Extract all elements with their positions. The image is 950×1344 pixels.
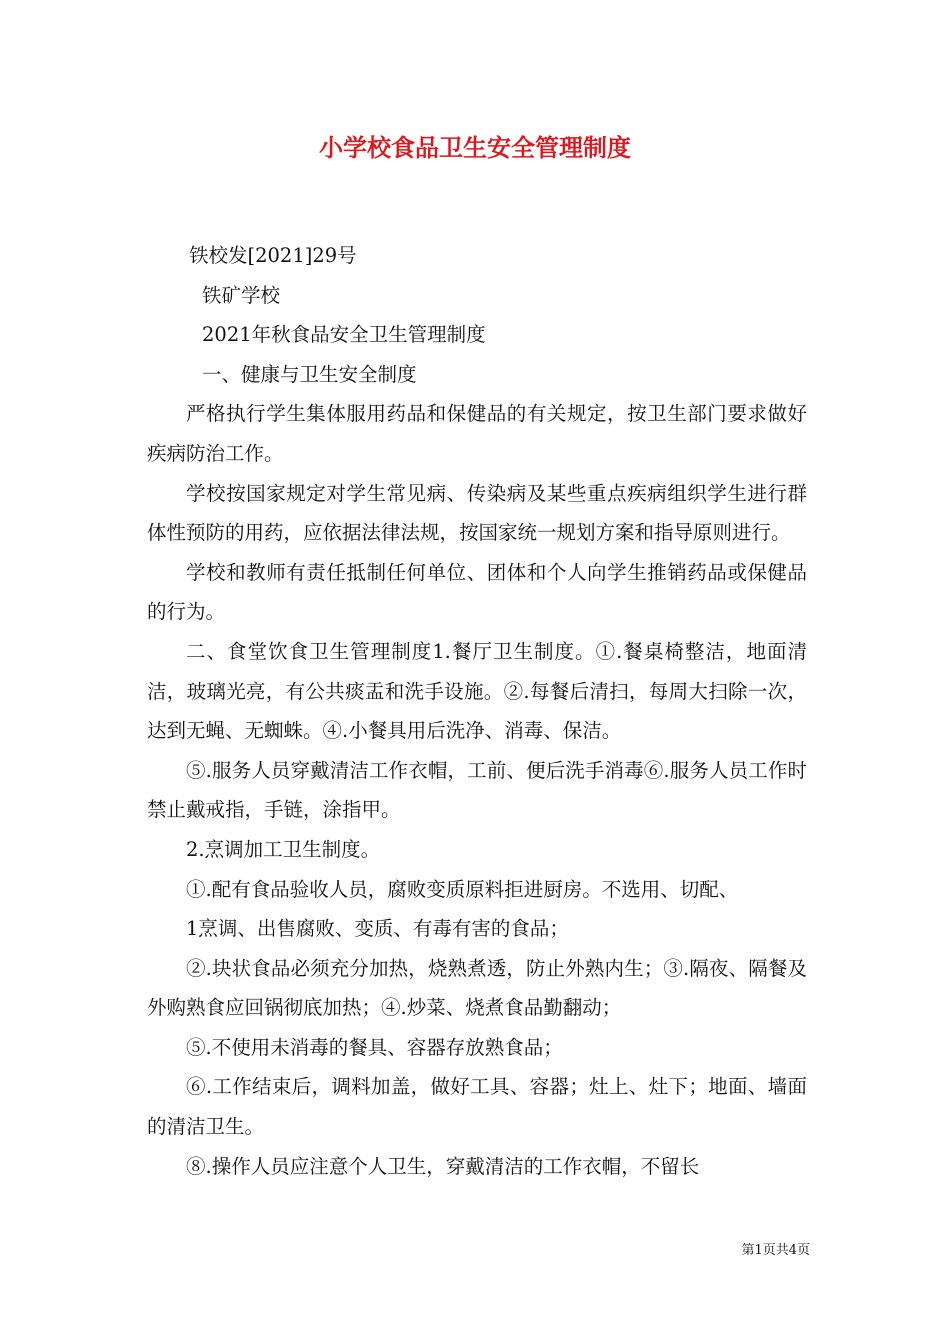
paragraph: 2.烹调加工卫生制度。 [186, 837, 381, 861]
paragraph: ⑧.操作人员应注意个人卫生，穿戴清洁的工作衣帽，不留长 [186, 1154, 700, 1178]
paragraph: ⑤.不使用未消毒的餐具、容器存放熟食品； [186, 1035, 563, 1059]
section-heading-2: 二、食堂饮食卫生管理制度1.餐厅卫生制度。①.餐桌椅整洁，地面清洁，玻璃光亮，有公共痰盂和洗手设施。②.每餐后清扫，每周大扫除一次，达到无蝇、无蜘蛛。④.小餐具用后洗净、消毒、保洁。 [147, 639, 807, 743]
paragraph: 1烹调、出售腐败、变质、有毒有害的食品； [186, 917, 569, 941]
paragraph: ①.配有食品验收人员，腐败变质原料拒进厨房。不选用、切配、 [186, 877, 739, 901]
page-footer: 第1页共4页 [741, 1243, 810, 1258]
paragraph: 学校按国家规定对学生常见病、传染病及某些重点疾病组织学生进行群体性预防的用药，应依据法律法规，按国家统一规划方案和指导原则进行。 [147, 481, 807, 545]
paragraph: ②.块状食品必须充分加热，烧熟煮透，防止外熟内生；③.隔夜、隔餐及外购熟食应回锅彻底加热；④.炒菜、烧煮食品勤翻动； [147, 956, 807, 1020]
document-title: 小学校食品卫生安全管理制度 [319, 133, 631, 162]
paragraph: ⑥.工作结束后，调料加盖，做好工具、容器；灶上、灶下；地面、墙面的清洁卫生。 [147, 1075, 807, 1139]
paragraph: ⑤.服务人员穿戴清洁工作衣帽，工前、便后洗手消毒⑥.服务人员工作时禁止戴戒指，手链，涂指甲。 [147, 758, 807, 822]
section-heading-1: 一、健康与卫生安全制度 [202, 362, 417, 386]
paragraph: 学校和教师有责任抵制任何单位、团体和个人向学生推销药品或保健品的行为。 [147, 560, 807, 624]
school-name: 铁矿学校 [202, 283, 281, 307]
document-body [147, 236, 807, 1186]
paragraph: 严格执行学生集体服用药品和保健品的有关规定，按卫生部门要求做好疾病防治工作。 [147, 402, 807, 465]
document-subtitle: 2021年秋食品安全卫生管理制度 [202, 323, 486, 347]
document-number: 铁校发[2021]29号 [189, 244, 357, 267]
